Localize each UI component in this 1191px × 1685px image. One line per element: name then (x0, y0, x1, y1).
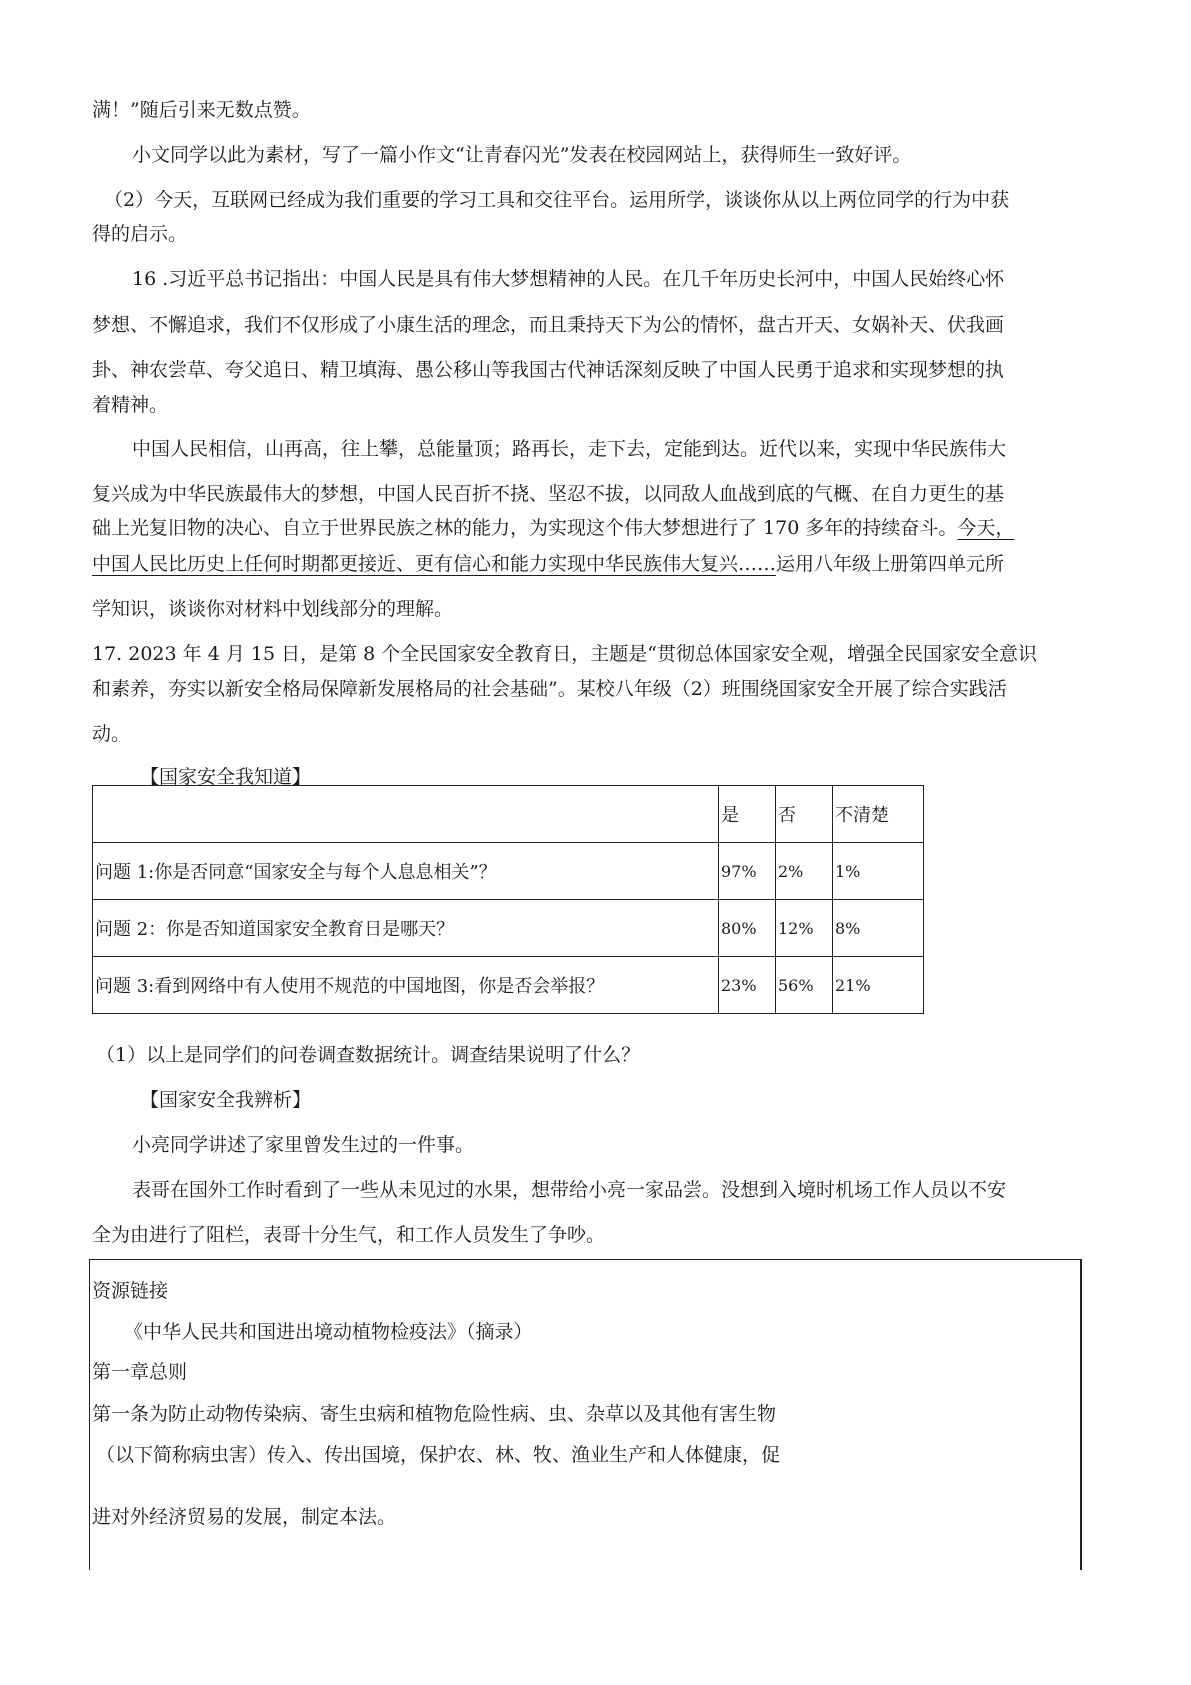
table-row (93, 843, 924, 900)
question-cell: 问题 2：你是否知道国家安全教育日是哪天？ (93, 900, 719, 957)
text-line: 卦、神农尝草、夸父追日、精卫填海、愚公移山等我国古代神话深刻反映了中国人民勇于追求和实现梦想的执 (92, 359, 1005, 381)
table-row (93, 957, 924, 1014)
text-line: 全为由进行了阻栏，表哥十分生气，和工作人员发生了争吵。 (92, 1224, 606, 1246)
table-header-cell: 否 (776, 786, 833, 843)
no-cell: 56% (776, 957, 833, 1014)
text-line: 梦想、不懈追求，我们不仅形成了小康生活的理念，而且秉持天下为公的情怀，盘古开天、女娲补天、伏我画 (92, 314, 1005, 336)
text-line: 得的启示。 (92, 223, 188, 245)
section-heading-know: 【国家安全我知道】 (140, 766, 312, 788)
table-header-cell: 是 (719, 786, 776, 843)
question-cell: 问题 3:看到网络中有人使用不规范的中国地图，你是否会举报？ (93, 957, 719, 1014)
yes-cell: 80% (719, 900, 776, 957)
text-line: 小亮同学讲述了家里曾发生过的一件事。 (132, 1134, 475, 1156)
yes-cell: 23% (719, 957, 776, 1014)
text-span: 础上光复旧物的决心、自立于世界民族之林的能力，为实现这个伟大梦想进行了 170 多年的持续奋斗。 (92, 517, 958, 539)
text-line: 小文同学以此为素材，写了一篇小作文“让青春闪光”发表在校园网站上，获得师生一致好评。 (132, 144, 912, 166)
text-line: 着精神。 (92, 394, 169, 416)
text-line (92, 552, 1004, 576)
question-17-1: （1）以上是同学们的问卷调查数据统计。调查结果说明了什么？ (96, 1044, 641, 1066)
question-cell: 问题 1:你是否同意“国家安全与每个人息息相关”？ (93, 843, 719, 900)
resource-law-title: 《中华人民共和国进出境动植物检疫法》（摘录） (124, 1321, 533, 1343)
text-line: 动。 (92, 723, 131, 745)
table-header-cell: 不清楚 (833, 786, 924, 843)
resource-title: 资源链接 (92, 1280, 169, 1302)
question-15-2: （2）今天，互联网已经成为我们重要的学习工具和交往平台。运用所学，谈谈你从以上两位同学的行为中获 (104, 189, 1010, 211)
text-line: 复兴成为中华民族最伟大的梦想，中国人民百折不挠、坚忍不拔，以同敌人血战到底的气概、在自力更生的基 (92, 483, 1005, 505)
survey-table (92, 785, 924, 1014)
text-line: 和素养，夯实以新安全格局保障新发展格局的社会基础”。某校八年级（2）班围绕国家安全开展了综合实践活 (92, 678, 1007, 700)
table-header-cell (93, 786, 719, 843)
underlined-text: 今天， (957, 517, 1015, 539)
text-line: 满！”随后引来无数点赞。 (92, 99, 311, 121)
no-cell: 2% (776, 843, 833, 900)
unsure-cell: 1% (833, 843, 924, 900)
unsure-cell: 21% (833, 957, 924, 1014)
yes-cell: 97% (719, 843, 776, 900)
no-cell: 12% (776, 900, 833, 957)
question-17: 17. 2023 年 4 月 15 日，是第 8 个全民国家安全教育日，主题是“贯彻总体国家安全观，增强全民国家安全意识 (92, 643, 1037, 665)
underlined-text: 中国人民比历史上任何时期都更接近、更有信心和能力实现中华民族伟大复兴…… (92, 553, 777, 575)
text-span: 运用八年级上册第四单元所 (776, 553, 1005, 575)
resource-text: 进对外经济贸易的发展，制定本法。 (92, 1506, 397, 1528)
text-line: 学知识，谈谈你对材料中划线部分的理解。 (92, 598, 454, 620)
resource-chapter: 第一章总则 (92, 1361, 188, 1383)
unsure-cell: 8% (833, 900, 924, 957)
text-line: 中国人民相信，山再高，往上攀，总能量顶；路再长，走下去，定能到达。近代以来，实现中华民族伟大 (132, 438, 1007, 460)
table-header-row (93, 786, 924, 843)
text-line (92, 516, 1014, 540)
resource-text: 第一条为防止动物传染病、寄生虫病和植物危险性病、虫、杂草以及其他有害生物 (92, 1403, 777, 1425)
section-heading-analyze: 【国家安全我辨析】 (140, 1089, 312, 1111)
table-row (93, 900, 924, 957)
resource-text: （以下简称病虫害）传入、传出国境，保护农、林、牧、渔业生产和人体健康，促 (96, 1444, 781, 1466)
question-16: 16 .习近平总书记指出：中国人民是具有伟大梦想精神的人民。在几千年历史长河中，中国人民始终心怀 (132, 268, 1005, 290)
text-line: 表哥在国外工作时看到了一些从未见过的水果，想带给小亮一家品尝。没想到入境时机场工作人员以不安 (132, 1179, 1007, 1201)
